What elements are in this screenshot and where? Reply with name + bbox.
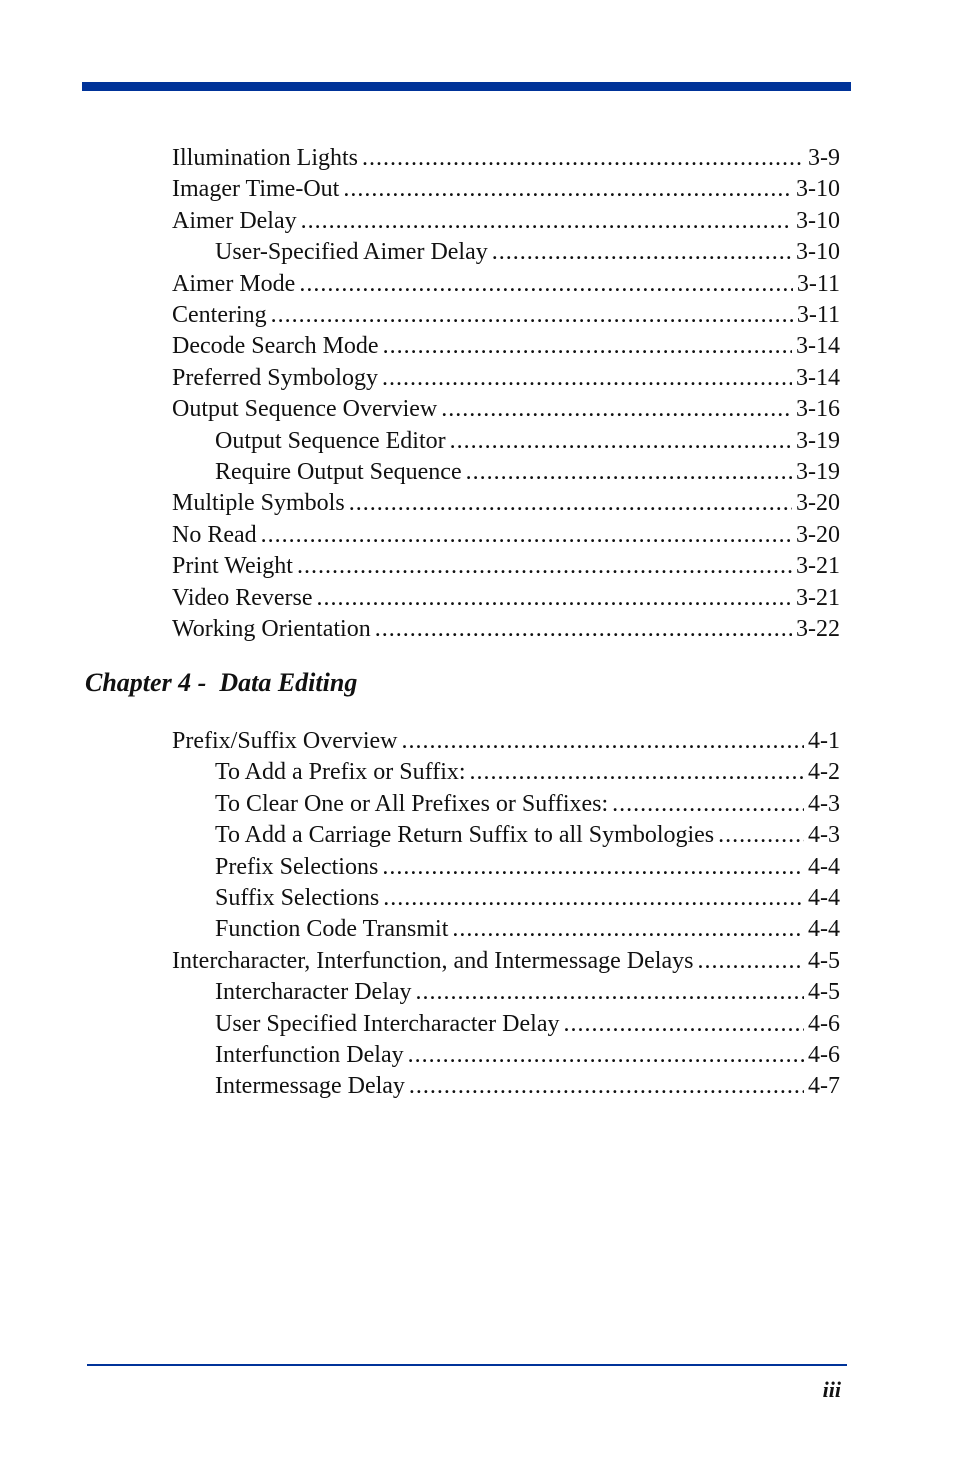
toc-entry-title: Preferred Symbology bbox=[172, 364, 378, 391]
toc-entry[interactable] bbox=[172, 946, 840, 976]
toc-entry-page: 4-4 bbox=[808, 916, 840, 943]
dot-leader bbox=[718, 820, 804, 850]
toc-entry-title: To Add a Carriage Return Suffix to all Symbologies bbox=[215, 822, 715, 849]
toc-entry-page: 3-14 bbox=[796, 364, 840, 391]
toc-entry[interactable] bbox=[172, 331, 840, 361]
toc-entry-page: 3-14 bbox=[796, 333, 840, 360]
toc-entry[interactable] bbox=[215, 977, 840, 1007]
toc-entry-page: 4-1 bbox=[808, 728, 840, 754]
toc-entry[interactable] bbox=[172, 583, 840, 613]
toc-entry-title: User Specified Intercharacter Delay bbox=[215, 1010, 560, 1037]
toc-entry[interactable] bbox=[215, 1071, 840, 1101]
dot-leader bbox=[612, 789, 804, 819]
toc-entry[interactable] bbox=[215, 1040, 840, 1070]
dot-leader bbox=[452, 914, 804, 944]
toc-entry-title: Decode Search Mode bbox=[172, 333, 379, 360]
toc-entry-page: 4-7 bbox=[808, 1073, 840, 1100]
toc-entry[interactable] bbox=[215, 852, 840, 882]
toc-entry-title: Aimer Mode bbox=[172, 270, 296, 297]
toc-entry-page: 4-4 bbox=[808, 885, 840, 911]
toc-entry-page: 3-11 bbox=[796, 270, 840, 297]
toc-entry-title: To Clear One or All Prefixes or Suffixes: bbox=[215, 790, 609, 817]
toc-entry-title: Imager Time-Out bbox=[172, 176, 340, 203]
dot-leader bbox=[409, 1071, 804, 1101]
dot-leader bbox=[416, 977, 804, 1007]
toc-entry[interactable] bbox=[172, 551, 840, 581]
toc-entry[interactable] bbox=[215, 426, 840, 456]
toc-entry[interactable] bbox=[172, 520, 840, 550]
toc-entry-title: Output Sequence Overview bbox=[172, 396, 438, 423]
toc-entry-title: Working Orientation bbox=[172, 616, 371, 642]
footer-rule bbox=[87, 1364, 847, 1366]
toc-entry[interactable] bbox=[215, 457, 840, 487]
toc-entry-page: 4-6 bbox=[808, 1010, 840, 1037]
dot-leader bbox=[382, 852, 804, 882]
toc-entry-page: 4-6 bbox=[808, 1042, 840, 1068]
dot-leader bbox=[375, 614, 792, 644]
toc-entry-title: Output Sequence Editor bbox=[215, 427, 446, 454]
dot-leader bbox=[317, 583, 792, 613]
dot-leader bbox=[382, 363, 792, 393]
toc-entry-page: 3-10 bbox=[796, 176, 840, 203]
dot-leader bbox=[261, 520, 792, 550]
dot-leader bbox=[299, 269, 793, 299]
toc-entry-title: Intercharacter Delay bbox=[215, 979, 412, 1006]
toc-entry[interactable] bbox=[215, 757, 840, 787]
toc-entry-title: Illumination Lights bbox=[172, 145, 358, 171]
dot-leader bbox=[466, 457, 792, 487]
toc-entry[interactable] bbox=[215, 789, 840, 819]
toc-entry[interactable] bbox=[172, 394, 840, 424]
toc-entry[interactable] bbox=[172, 269, 840, 299]
toc-entry-page: 3-22 bbox=[796, 616, 840, 642]
toc-entry[interactable] bbox=[172, 614, 840, 644]
toc-entry-title: Require Output Sequence bbox=[215, 459, 462, 485]
chapter-heading: Chapter 4 - Data Editing bbox=[85, 668, 358, 697]
toc-entry-page: 3-19 bbox=[796, 427, 840, 454]
dot-leader bbox=[450, 426, 792, 456]
dot-leader bbox=[492, 237, 792, 267]
dot-leader bbox=[563, 1009, 804, 1039]
toc-entry[interactable] bbox=[215, 1009, 840, 1039]
toc-entry-title: Aimer Delay bbox=[172, 207, 297, 234]
toc-entry-page: 3-21 bbox=[796, 584, 840, 611]
toc-entry-page: 3-19 bbox=[796, 459, 840, 485]
dot-leader bbox=[383, 331, 792, 361]
toc-entry-title: No Read bbox=[172, 521, 257, 548]
header-bar bbox=[82, 82, 851, 91]
page-number: iii bbox=[822, 1377, 841, 1402]
toc-entry-title: Centering bbox=[172, 302, 267, 328]
dot-leader bbox=[297, 551, 792, 581]
toc-entry-title: Prefix/Suffix Overview bbox=[172, 728, 398, 754]
toc-entry-page: 4-4 bbox=[808, 853, 840, 880]
toc-entry-title: Print Weight bbox=[172, 553, 293, 580]
toc-entry-page: 3-10 bbox=[796, 207, 840, 234]
toc-entry-title: Function Code Transmit bbox=[215, 916, 449, 943]
toc-entry-page: 4-5 bbox=[808, 979, 840, 1006]
dot-leader bbox=[697, 946, 804, 976]
toc-entry-title: Multiple Symbols bbox=[172, 490, 345, 517]
dot-leader bbox=[441, 394, 792, 424]
toc-entry-page: 3-20 bbox=[796, 521, 840, 548]
toc-entry-page: 3-9 bbox=[808, 145, 840, 171]
toc-entry-page: 4-2 bbox=[808, 759, 840, 786]
toc-entry-title: User-Specified Aimer Delay bbox=[215, 239, 488, 266]
dot-leader bbox=[349, 488, 792, 518]
toc-entry-page: 3-20 bbox=[796, 490, 840, 517]
toc-entry[interactable] bbox=[215, 914, 840, 944]
dot-leader bbox=[271, 300, 793, 330]
toc-entry[interactable] bbox=[172, 174, 840, 204]
toc-entry-page: 4-3 bbox=[808, 790, 840, 817]
toc-entry-title: Intermessage Delay bbox=[215, 1073, 405, 1100]
toc-entry[interactable] bbox=[215, 883, 840, 913]
toc-entry-title: Suffix Selections bbox=[215, 885, 380, 911]
toc-entry[interactable] bbox=[172, 726, 840, 756]
toc-entry-page: 3-11 bbox=[796, 302, 840, 328]
toc-entry-title: Prefix Selections bbox=[215, 853, 379, 880]
toc-entry-title: Interfunction Delay bbox=[215, 1042, 404, 1068]
dot-leader bbox=[383, 883, 804, 913]
toc-entry[interactable] bbox=[172, 363, 840, 393]
dot-leader bbox=[470, 757, 804, 787]
toc-entry-page: 3-21 bbox=[796, 553, 840, 580]
toc-entry-page: 4-3 bbox=[808, 822, 840, 849]
toc-entry[interactable] bbox=[172, 143, 840, 173]
toc-entry-title: Intercharacter, Interfunction, and Intermessage Delays bbox=[172, 947, 694, 974]
toc-entry-page: 3-10 bbox=[796, 239, 840, 266]
dot-leader bbox=[301, 206, 792, 236]
toc-entry[interactable] bbox=[172, 488, 840, 518]
toc-entry[interactable] bbox=[215, 237, 840, 267]
dot-leader bbox=[362, 143, 804, 173]
dot-leader bbox=[408, 1040, 804, 1070]
dot-leader bbox=[402, 726, 804, 756]
toc-entry-title: To Add a Prefix or Suffix: bbox=[215, 759, 466, 786]
toc-entry-page: 3-16 bbox=[796, 396, 840, 423]
dot-leader bbox=[343, 174, 792, 204]
toc-entry[interactable] bbox=[172, 300, 840, 330]
toc-entry[interactable] bbox=[215, 820, 840, 850]
toc-entry[interactable] bbox=[172, 206, 840, 236]
toc-entry-title: Video Reverse bbox=[172, 584, 313, 611]
toc-entry-page: 4-5 bbox=[808, 947, 840, 974]
